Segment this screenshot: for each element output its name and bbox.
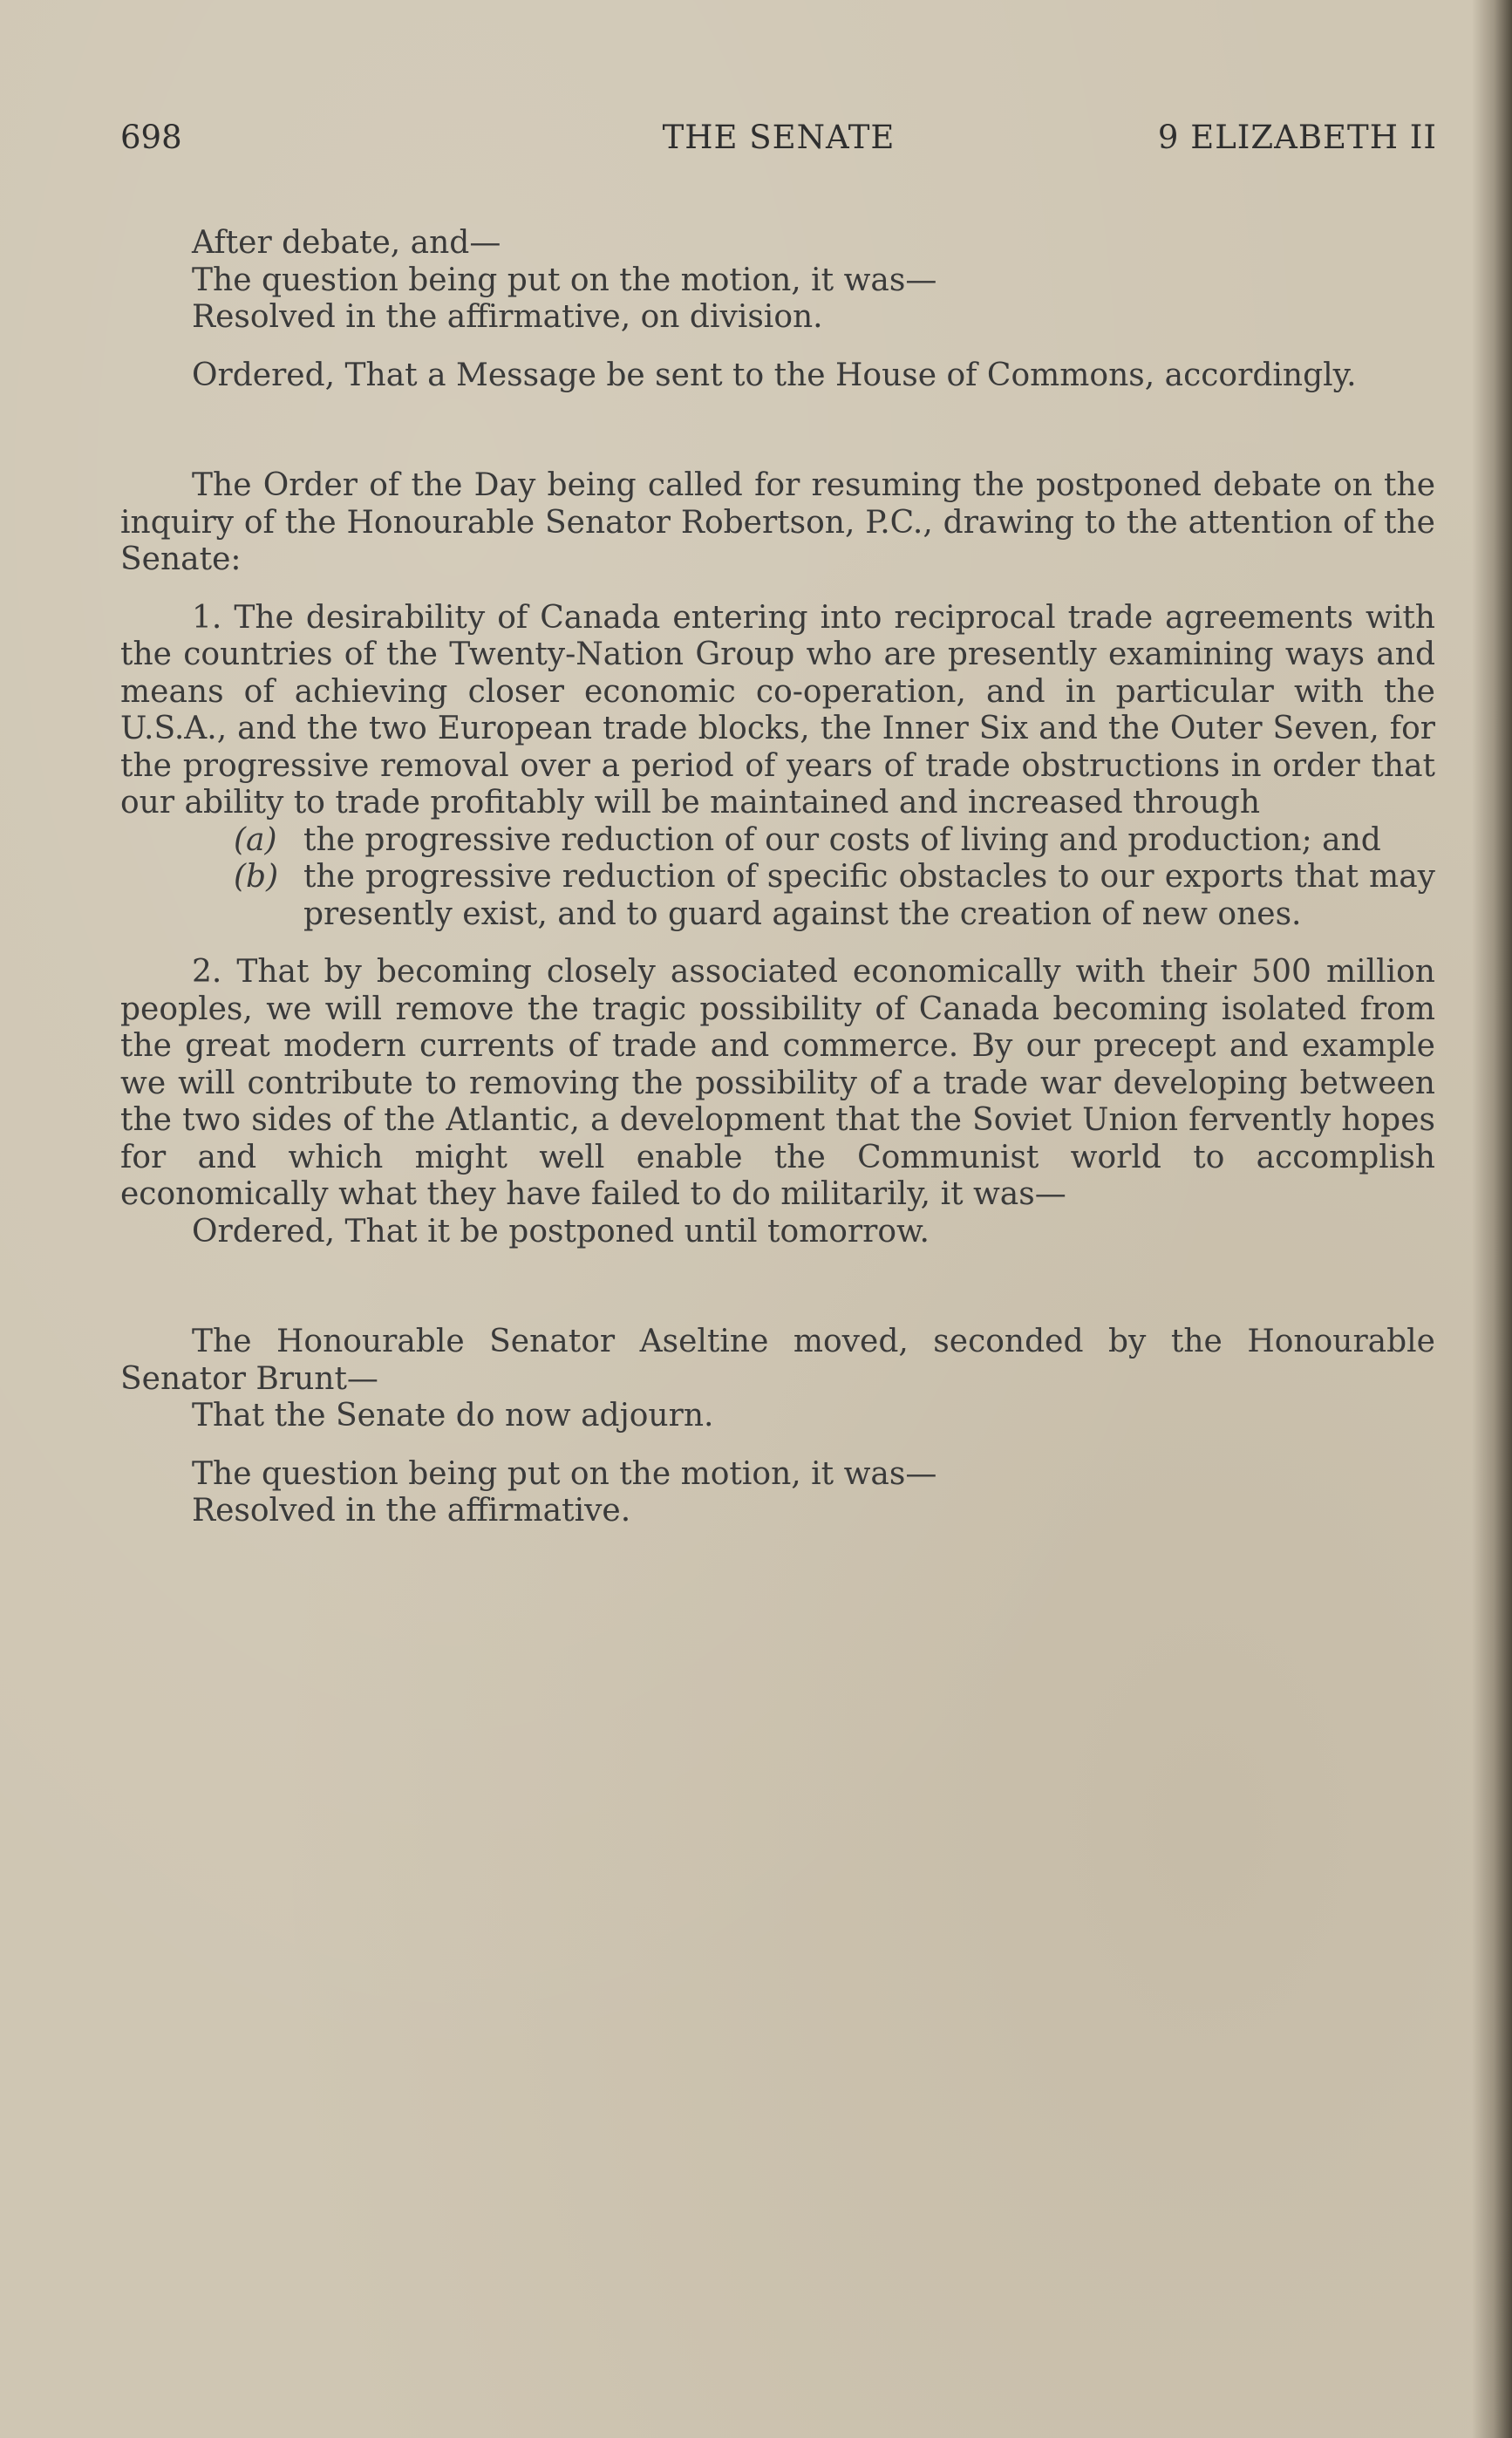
order-of-day-intro: The Order of the Day being called for resuming the postponed debate on the inquiry of the Honourable Senator Robertson, P.C., drawing to the attention of the Senate:: [120, 467, 1435, 577]
after-debate-line: After debate, and—: [192, 225, 501, 261]
inquiry-item-2: 2. That by becoming closely associated economically with their 500 million peoples, we will remove the tragic possibility of Canada becoming isolated from the great modern currents of trade and commerce. By our precept and example we will contribute to removing the possibility of a trade war developing between the two sides of the Atlantic, a development that the Soviet Union fervently hopes for and which might well enable the Communist world to accomplish economically what they have failed to do militarily, it was—: [120, 954, 1435, 1212]
adjourn-that-line: That the Senate do now adjourn.: [192, 1398, 714, 1434]
sub-item-a: [120, 822, 1435, 860]
adjourn-that: [120, 1398, 1435, 1435]
page-number: 698: [120, 119, 182, 156]
postponed-line: Ordered, That it be postponed until tomorrow.: [192, 1213, 930, 1250]
binding-edge-shadow: [1472, 0, 1512, 2438]
resolved-line: Resolved in the affirmative, on division.: [192, 299, 823, 335]
adjourn-result: [120, 1456, 1435, 1530]
postponed-ordered: [120, 1214, 1435, 1251]
sub-item-b-text: the progressive reduction of specific obstacles to our exports that may presently exist, and to guard against the creation of new ones.: [303, 859, 1435, 932]
document-body: [120, 225, 1435, 1530]
debate-block: [120, 225, 1435, 337]
sub-item-a-text: the progressive reduction of our costs of living and production; and: [303, 821, 1381, 858]
message-ordered: [120, 358, 1435, 395]
sub-item-b-label: (b): [234, 859, 279, 895]
running-header: [120, 119, 1437, 162]
adjourn-resolved-line: Resolved in the affirmative.: [192, 1493, 631, 1529]
sub-item-b: [120, 859, 1435, 933]
ordered-message-line: Ordered, That a Message be sent to the House of Commons, accordingly.: [192, 357, 1357, 393]
header-title: THE SENATE: [662, 119, 896, 156]
sub-item-a-label: (a): [234, 821, 277, 858]
adjourn-question-line: The question being put on the motion, it was—: [192, 1455, 937, 1492]
adjourn-motion: The Honourable Senator Aseltine moved, seconded by the Honourable Senator Brunt—: [120, 1324, 1435, 1397]
question-line: The question being put on the motion, it was—: [192, 262, 937, 298]
inquiry-item-1: 1. The desirability of Canada entering into reciprocal trade agreements with the countries of the Twenty-Nation Group who are presently examining ways and means of achieving closer economic co-operation, and in particular with the U.S.A., and the two European trade blocks, the Inner Six and the Outer Seven, for the progressive removal over a period of years of trade obstructions in order that our ability to trade profitably will be maintained and increased through: [120, 599, 1435, 821]
header-reign: 9 ELIZABETH II: [1157, 119, 1437, 156]
